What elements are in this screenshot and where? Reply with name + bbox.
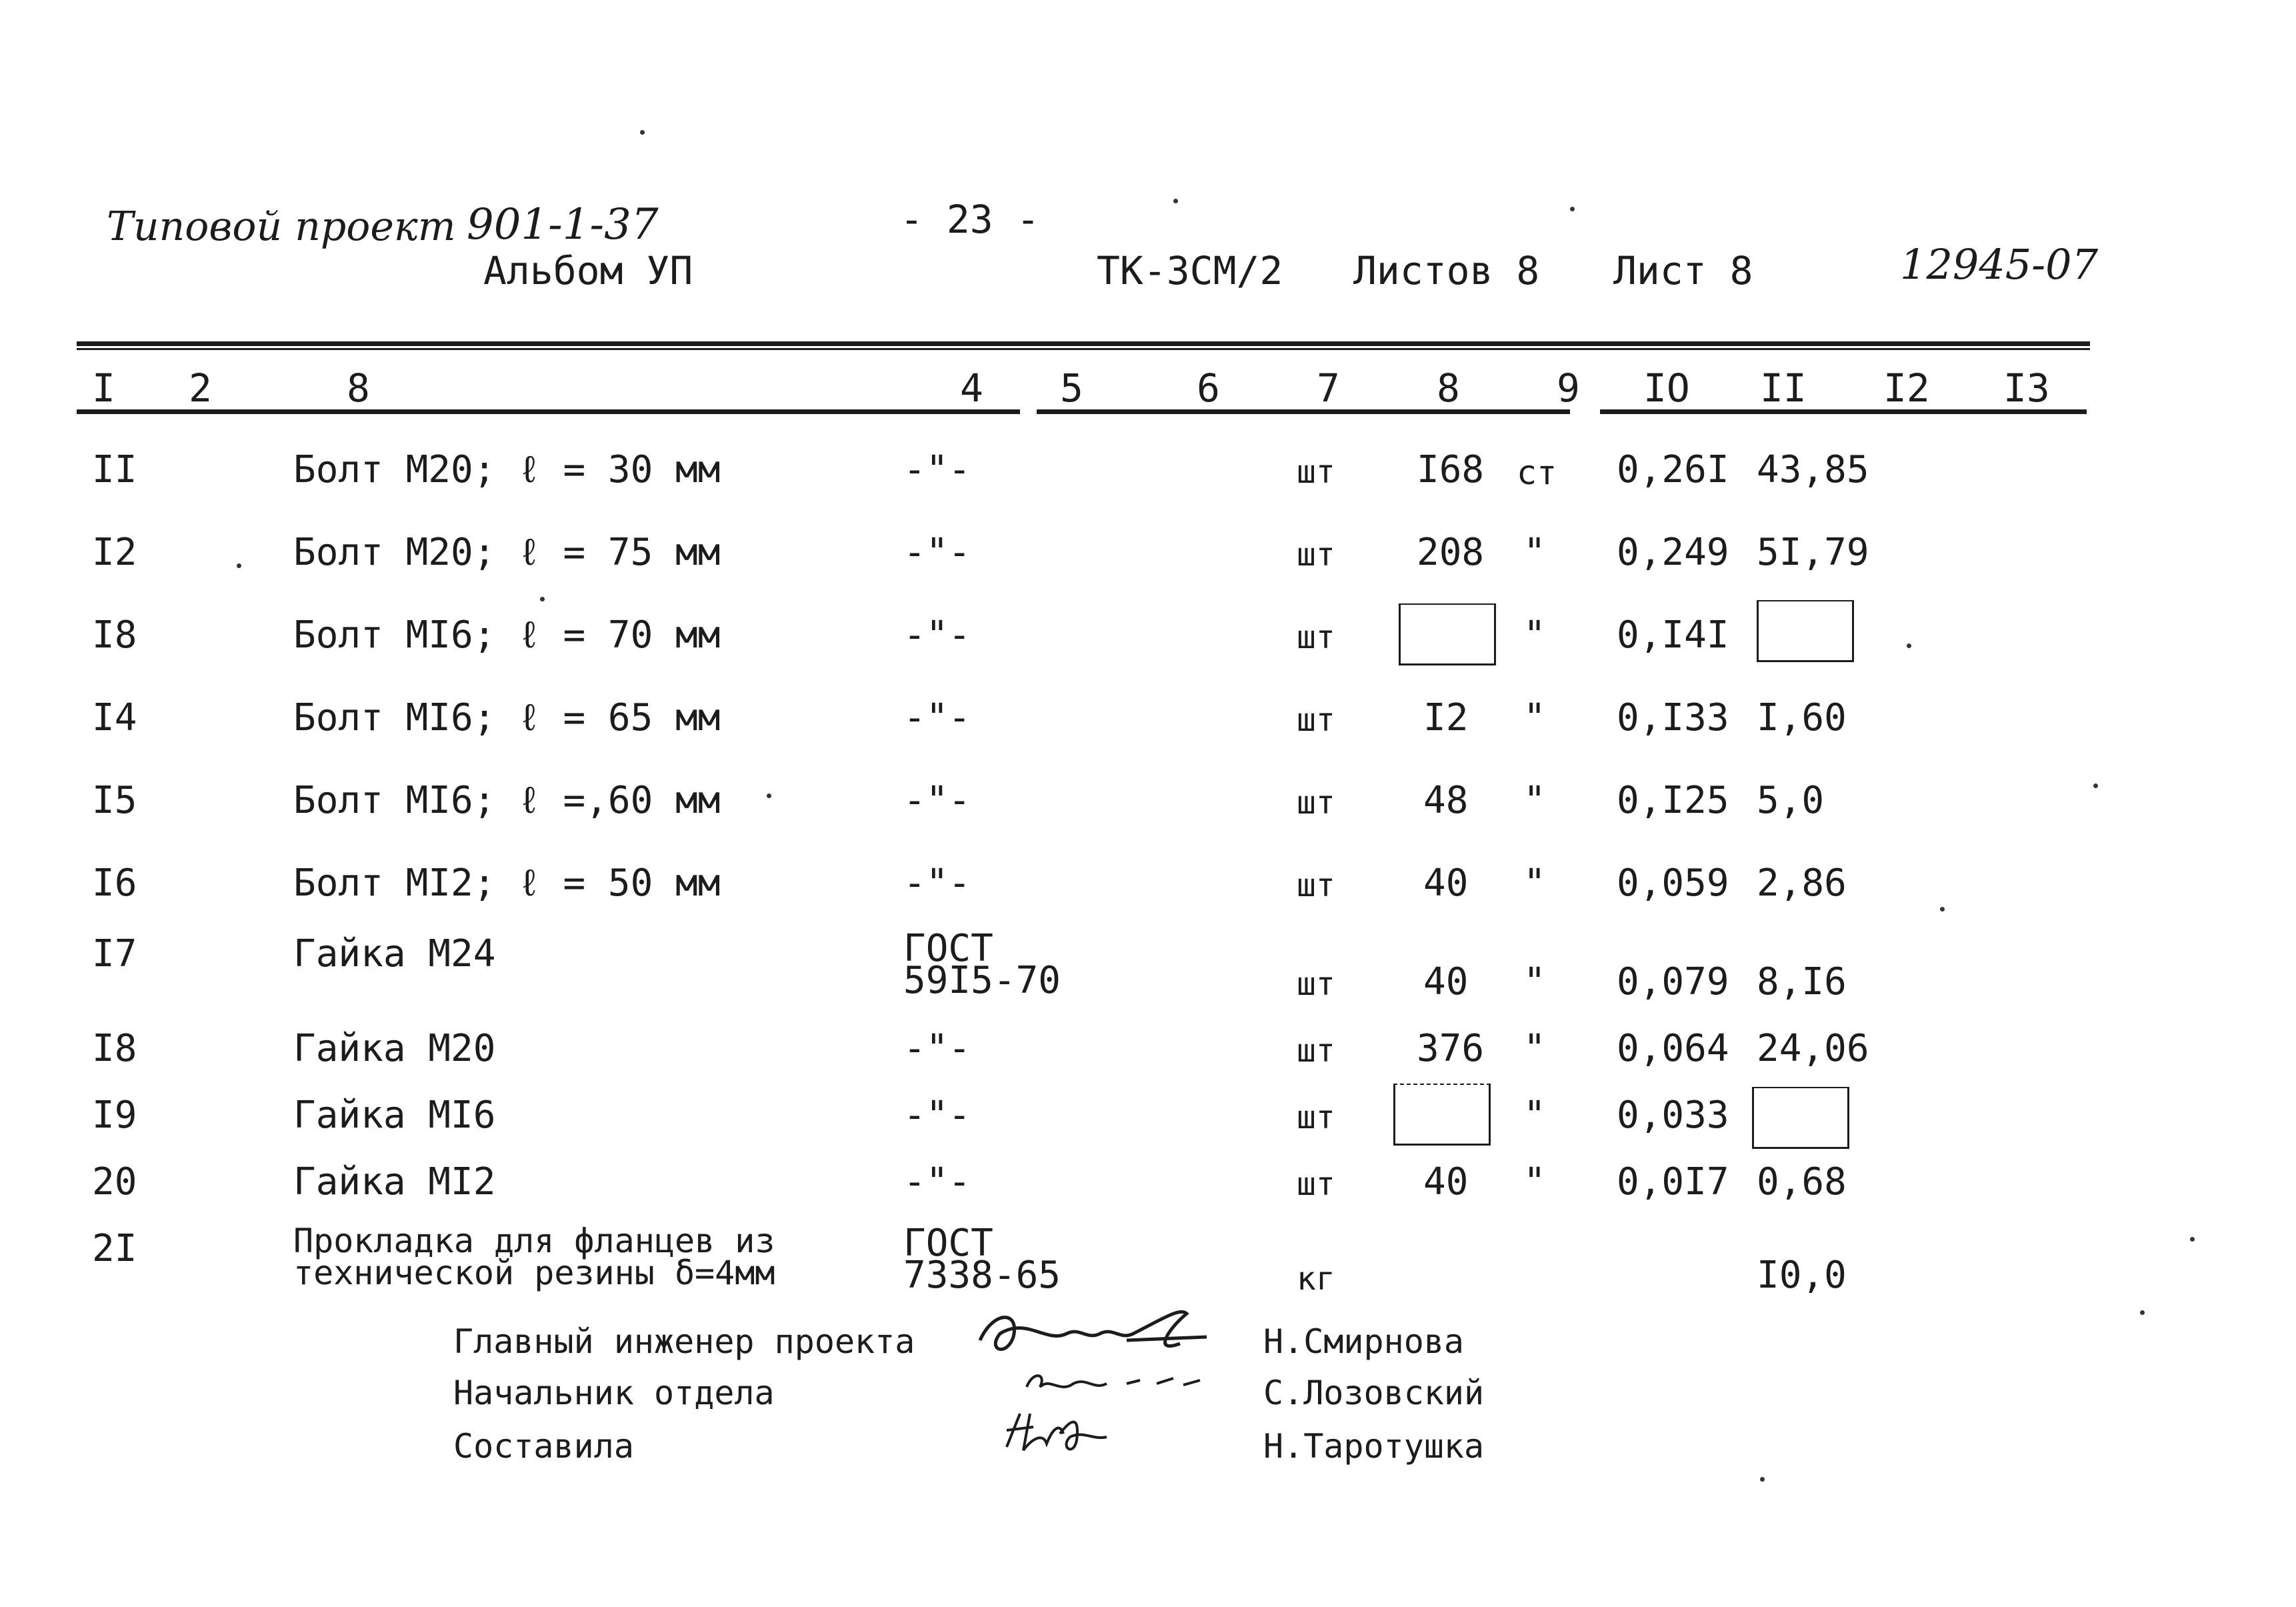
material-mark: ": [1523, 696, 1546, 739]
column-header: 4: [960, 365, 983, 411]
total-mass: 2,86: [1757, 862, 1847, 905]
material-mark: ": [1523, 613, 1546, 657]
standard-ref: -"-: [903, 531, 971, 574]
unit-mass: 0,I25: [1617, 779, 1729, 822]
quantity: I2: [1423, 696, 1469, 739]
position-number: I4: [92, 696, 137, 739]
unit: шт: [1297, 1166, 1335, 1203]
unit: шт: [1297, 701, 1335, 739]
standard-ref: -"-: [903, 1094, 971, 1137]
standard-ref: -"-: [903, 1160, 971, 1204]
signature-mark: [967, 1304, 1213, 1364]
column-header: 9: [1557, 365, 1580, 411]
material-mark: ": [1523, 862, 1546, 905]
position-number: I6: [92, 862, 137, 905]
speck: [640, 130, 645, 135]
speck: [1760, 1477, 1765, 1482]
unit: шт: [1297, 784, 1335, 822]
signatory-role: Главный инженер проекта: [453, 1322, 915, 1361]
quantity: 208: [1417, 531, 1485, 574]
quantity-blank-box: [1399, 603, 1496, 665]
standard-number: 59I5-70: [903, 959, 1061, 1002]
speck: [2190, 1237, 2195, 1242]
column-header: I3: [2003, 365, 2050, 411]
column-header: I2: [1883, 365, 1930, 411]
quantity: 40: [1423, 1160, 1469, 1204]
item-name: Болт М20; ℓ = 30 мм: [293, 448, 721, 491]
unit: шт: [1297, 1032, 1335, 1070]
total-mass-blank-box: [1757, 600, 1854, 662]
total-mass: I,60: [1757, 696, 1847, 739]
position-number: I8: [92, 1027, 137, 1070]
header-bottom-rule-mid: [1037, 409, 1570, 414]
project-label: Типовой проект: [107, 203, 456, 250]
standard-ref: -"-: [903, 613, 971, 657]
position-number: I2: [92, 531, 137, 574]
speck: [1940, 907, 1945, 912]
total-mass: 8,I6: [1757, 960, 1847, 1004]
signatory-role: Начальник отдела: [453, 1374, 775, 1412]
material-mark: ": [1523, 1094, 1546, 1137]
unit: шт: [1297, 867, 1335, 904]
quantity: I68: [1417, 448, 1485, 491]
total-mass: 5,0: [1757, 779, 1825, 822]
unit: шт: [1297, 536, 1335, 573]
standard-ref: ГОСТ: [903, 927, 993, 970]
project-number: 901-1-37: [467, 200, 659, 249]
signatory-name: Н.Смирнова: [1263, 1322, 1465, 1361]
signatory-name: С.Лозовский: [1263, 1374, 1485, 1412]
total-mass: 5I,79: [1757, 531, 1869, 574]
speck: [1570, 207, 1575, 211]
total-mass-blank-box: [1752, 1087, 1849, 1149]
standard-ref: -"-: [903, 862, 971, 905]
material-mark: ": [1523, 960, 1546, 1004]
item-name: Болт МI2; ℓ = 50 мм: [293, 862, 721, 905]
table-top-rule-thin: [77, 348, 2090, 350]
standard-number: 7338-65: [903, 1254, 1061, 1297]
speck: [767, 793, 771, 798]
position-number: 2I: [92, 1227, 137, 1270]
quantity: 40: [1423, 960, 1469, 1004]
speck: [2093, 783, 2098, 788]
signature-mark: [1013, 1364, 1213, 1404]
total-mass: 43,85: [1757, 448, 1869, 491]
unit-mass: 0,079: [1617, 960, 1729, 1004]
total-mass: 24,06: [1757, 1027, 1869, 1070]
material-mark: ": [1523, 531, 1546, 574]
header-bottom-rule-left: [77, 409, 1020, 414]
column-header: 5: [1060, 365, 1083, 411]
archive-number: 12945-07: [1900, 240, 2099, 289]
standard-ref: -"-: [903, 779, 971, 822]
signature-mark: [993, 1400, 1120, 1460]
column-header: 6: [1197, 365, 1220, 411]
table-top-rule: [77, 341, 2090, 346]
unit: кг: [1297, 1260, 1335, 1298]
unit-mass: 0,059: [1617, 862, 1729, 905]
total-mass: I0,0: [1757, 1254, 1847, 1297]
column-header: IO: [1643, 365, 1690, 411]
column-header: 8: [347, 365, 370, 411]
total-mass: 0,68: [1757, 1160, 1847, 1204]
item-name: Гайка МI2: [293, 1160, 496, 1204]
unit-mass: 0,I33: [1617, 696, 1729, 739]
speck: [1173, 199, 1178, 203]
unit: шт: [1297, 619, 1335, 656]
item-name-continued: технической резины δ=4мм: [293, 1254, 775, 1292]
quantity: 40: [1423, 862, 1469, 905]
quantity-blank-box: [1393, 1084, 1491, 1146]
item-name: Болт М20; ℓ = 75 мм: [293, 531, 721, 574]
speck: [2140, 1310, 2145, 1315]
column-header: I: [92, 365, 115, 411]
unit-mass: 0,033: [1617, 1094, 1729, 1137]
signatory-name: Н.Таротушка: [1263, 1427, 1485, 1466]
unit-mass: 0,0I7: [1617, 1160, 1729, 1204]
position-number: I5: [92, 779, 137, 822]
item-name: Болт МI6; ℓ = 70 мм: [293, 613, 721, 657]
unit: шт: [1297, 1099, 1335, 1136]
page-number: - 23 -: [900, 197, 1040, 242]
material-mark: ст: [1517, 453, 1557, 492]
position-number: 20: [92, 1160, 137, 1204]
unit-mass: 0,064: [1617, 1027, 1729, 1070]
position-number: II: [92, 448, 137, 491]
column-header: 2: [189, 365, 212, 411]
quantity: 376: [1417, 1027, 1485, 1070]
column-header: 8: [1437, 365, 1460, 411]
material-mark: ": [1523, 1027, 1546, 1070]
speck: [237, 563, 241, 568]
material-mark: ": [1523, 1160, 1546, 1204]
unit-mass: 0,26I: [1617, 448, 1729, 491]
unit-mass: 0,249: [1617, 531, 1729, 574]
unit: шт: [1297, 966, 1335, 1003]
standard-ref: -"-: [903, 448, 971, 491]
position-number: I7: [92, 932, 137, 976]
item-name: Гайка М20: [293, 1027, 496, 1070]
item-name: Гайка МI6: [293, 1094, 496, 1137]
signatory-role: Составила: [453, 1427, 634, 1466]
unit-mass: 0,I4I: [1617, 613, 1729, 657]
position-number: I9: [92, 1094, 137, 1137]
material-mark: ": [1523, 779, 1546, 822]
speck: [1907, 643, 1911, 648]
column-header: II: [1760, 365, 1807, 411]
speck: [540, 597, 545, 601]
document-mark: ТК-3СМ/2: [1097, 248, 1283, 293]
sheets-total: Листов 8: [1353, 248, 1540, 293]
column-header: 7: [1317, 365, 1340, 411]
item-name: Прокладка для фланцев из: [293, 1222, 775, 1260]
quantity: 48: [1423, 779, 1469, 822]
item-name: Гайка М24: [293, 932, 496, 976]
standard-ref: -"-: [903, 696, 971, 739]
item-name: Болт МI6; ℓ =,60 мм: [293, 779, 721, 822]
standard-ref: -"-: [903, 1027, 971, 1070]
unit: шт: [1297, 453, 1335, 491]
standard-ref: ГОСТ: [903, 1222, 993, 1265]
sheet-number: Лист 8: [1613, 248, 1753, 293]
album-label: Альбом УП: [483, 248, 693, 293]
position-number: I8: [92, 613, 137, 657]
item-name: Болт МI6; ℓ = 65 мм: [293, 696, 721, 739]
